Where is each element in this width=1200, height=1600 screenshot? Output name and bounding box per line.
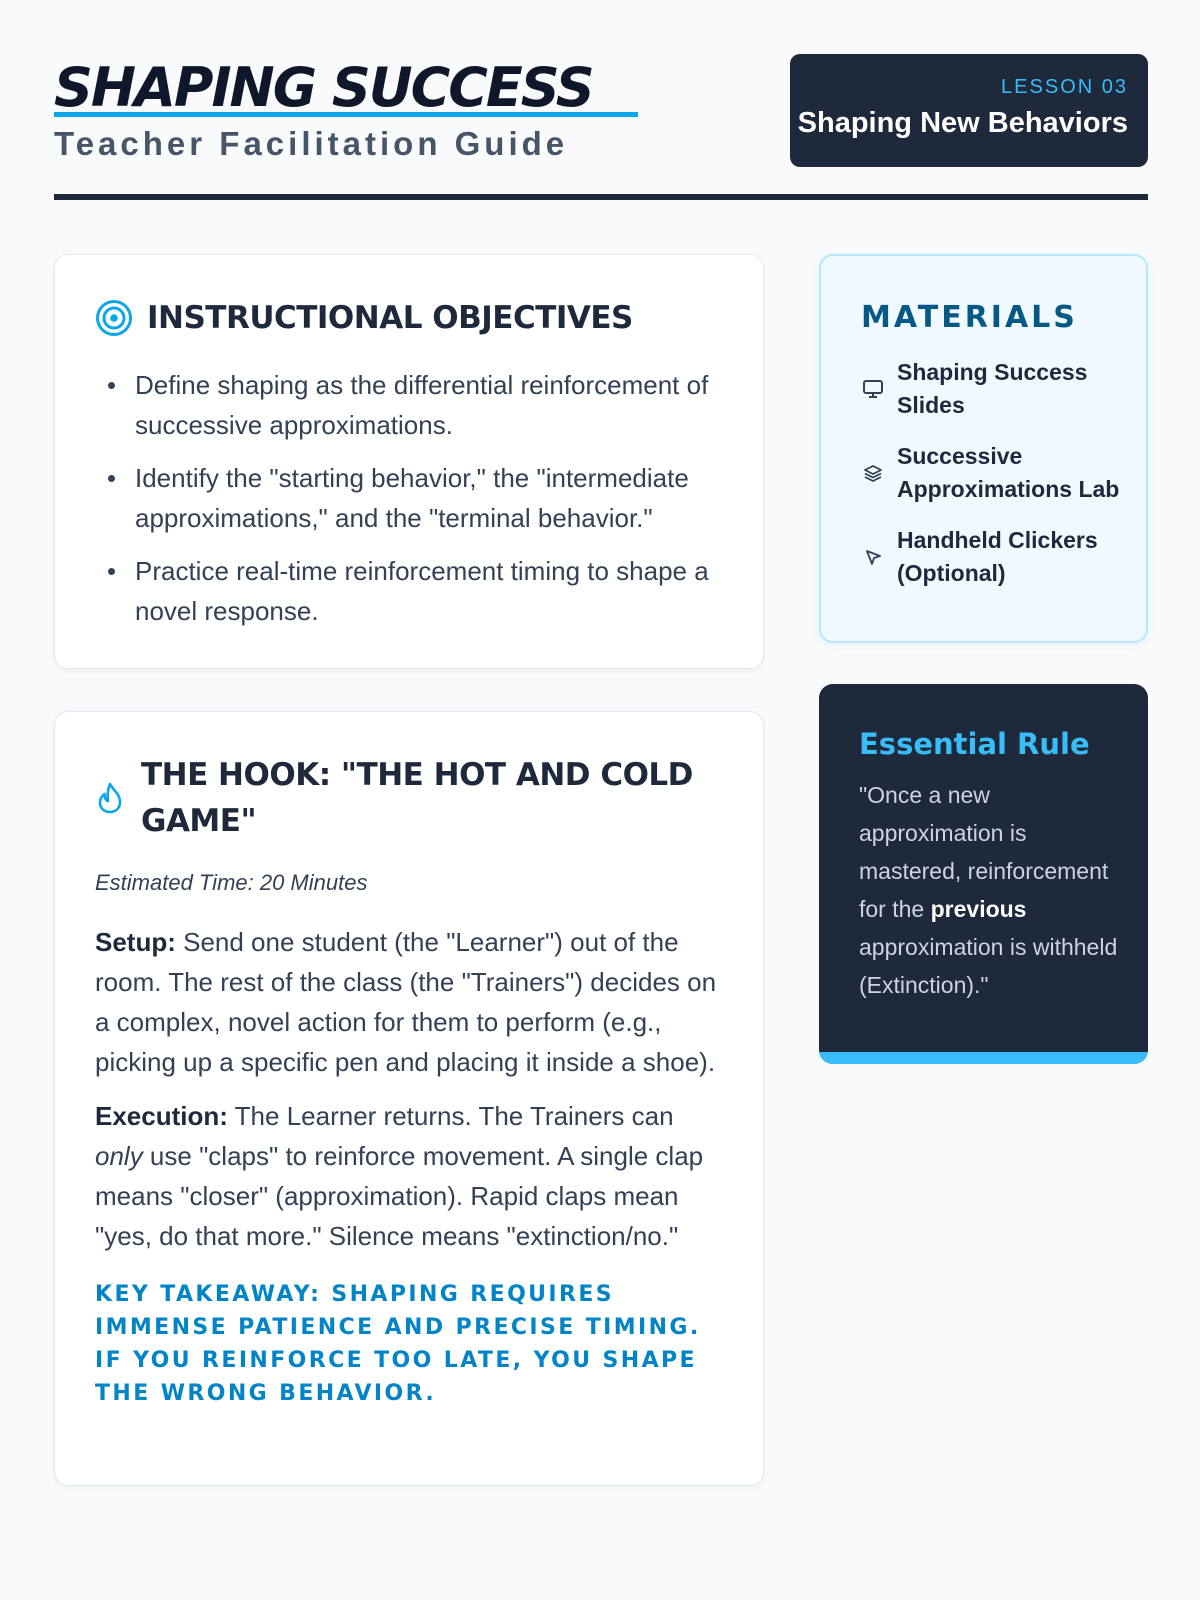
essential-rule-title: Essential Rule bbox=[859, 727, 1090, 761]
materials-title: MATERIALS bbox=[861, 300, 1078, 335]
materials-card bbox=[819, 254, 1148, 643]
objectives-list bbox=[95, 365, 723, 631]
monitor-icon bbox=[861, 377, 885, 401]
hook-header bbox=[95, 752, 723, 844]
essential-rule-card bbox=[819, 684, 1148, 1064]
list-item: Identify the "starting behavior," the "intermediate approximations," and the "terminal behavior." bbox=[95, 458, 723, 538]
layers-icon bbox=[861, 461, 885, 485]
material-item bbox=[861, 524, 1126, 590]
material-label: Successive Approximations Lab bbox=[897, 443, 1120, 502]
lesson-badge bbox=[790, 54, 1148, 167]
cursor-icon bbox=[861, 545, 885, 569]
list-item: Practice real-time reinforcement timing to shape a novel response. bbox=[95, 551, 723, 631]
essential-rule-text bbox=[859, 776, 1124, 1004]
lesson-name: Shaping New Behaviors bbox=[797, 107, 1128, 139]
list-item: Define shaping as the differential reinforcement of successive approximations. bbox=[95, 365, 723, 445]
material-label: Shaping Success Slides bbox=[897, 359, 1088, 418]
material-label: Handheld Clickers (Optional) bbox=[897, 527, 1098, 586]
execution-text-continued: use "claps" to reinforce movement. A single clap means "closer" (approximation). Rapid claps mean "yes, do that more." Silence means "extinction/no." bbox=[95, 1141, 704, 1251]
header bbox=[54, 56, 1148, 200]
flame-icon bbox=[95, 781, 125, 815]
objectives-card bbox=[54, 254, 764, 669]
header-divider bbox=[54, 194, 1148, 200]
execution-emphasis: only bbox=[95, 1141, 143, 1171]
execution-label: Execution: bbox=[95, 1101, 228, 1131]
target-icon bbox=[95, 299, 133, 337]
hook-card bbox=[54, 711, 764, 1486]
objectives-title: INSTRUCTIONAL OBJECTIVES bbox=[147, 300, 633, 336]
setup-text: Send one student (the "Learner") out of the room. The rest of the class (the "Trainers") decides on a complex, novel action for them to perform (e.g., picking up a specific pen and placing it inside a shoe). bbox=[95, 927, 717, 1077]
material-item bbox=[861, 356, 1126, 422]
estimated-time: Estimated Time: 20 Minutes bbox=[95, 870, 368, 895]
objectives-header bbox=[95, 295, 723, 341]
page-title: SHAPING SUCCESS bbox=[54, 56, 593, 119]
execution-paragraph bbox=[95, 1096, 723, 1256]
rule-text-start: "Once a new approximation is mastered, reinforcement for the bbox=[859, 782, 1109, 922]
lesson-number: LESSON 03 bbox=[1001, 76, 1128, 98]
setup-label: Setup: bbox=[95, 927, 176, 957]
material-item bbox=[861, 440, 1126, 506]
setup-paragraph bbox=[95, 922, 723, 1082]
execution-text: The Learner returns. The Trainers can bbox=[227, 1101, 674, 1131]
rule-text-end: approximation is withheld (Extinction)." bbox=[859, 934, 1118, 998]
page bbox=[54, 0, 1148, 1600]
page-subtitle: Teacher Facilitation Guide bbox=[54, 125, 569, 162]
hook-title: THE HOOK: "THE HOT AND COLD GAME" bbox=[141, 757, 693, 839]
rule-emphasis: previous bbox=[930, 896, 1027, 922]
key-takeaway: KEY TAKEAWAY: SHAPING REQUIRES IMMENSE PATIENCE AND PRECISE TIMING. IF YOU REINFORCE TOO LATE, YOU SHAPE THE WRONG BEHAVIOR. bbox=[95, 1282, 701, 1406]
